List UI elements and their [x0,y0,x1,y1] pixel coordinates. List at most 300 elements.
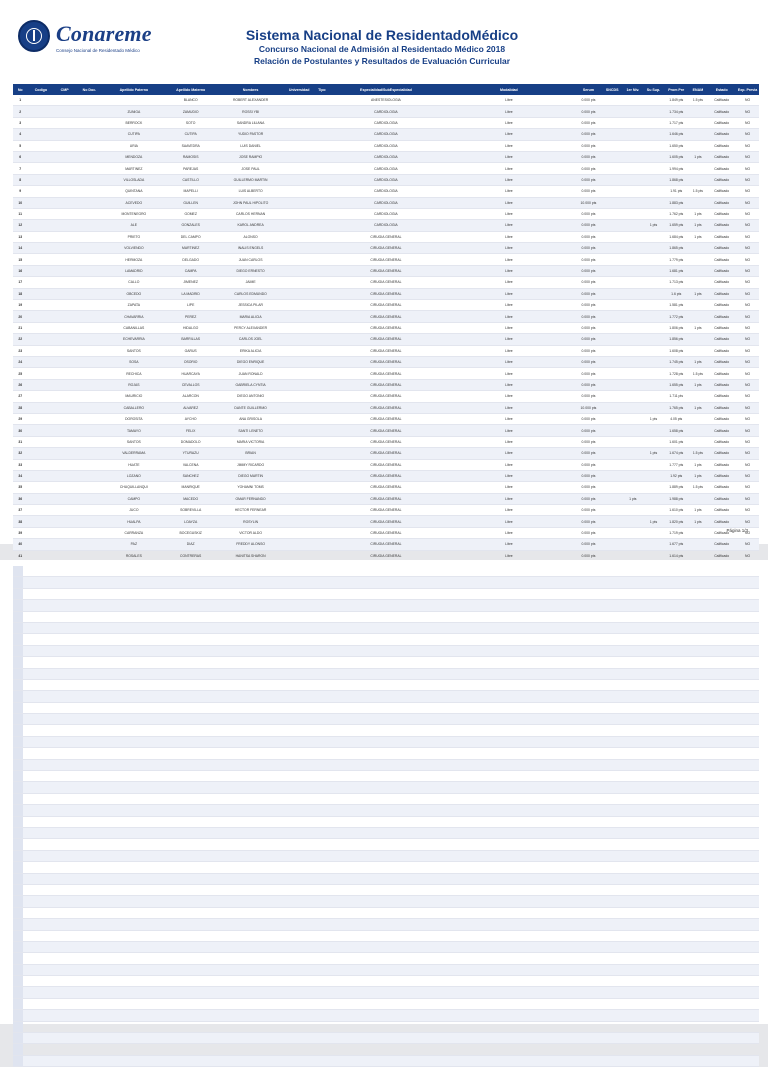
table-cell: CONTRERAS [164,550,218,561]
table-cell [315,208,329,219]
table-cell [284,197,315,208]
table-cell [623,265,644,276]
table-cell [623,482,644,493]
table-row [13,1056,759,1067]
table-cell [75,277,104,288]
table-cell [27,459,54,470]
table-cell [602,300,623,311]
table-cell [602,231,623,242]
table-cell: Calificado [707,106,736,117]
table-cell [689,539,708,550]
table-cell: Calificado [707,448,736,459]
table-cell [284,322,315,333]
table-cell: Calificado [707,197,736,208]
table-cell: DOROSITA [104,413,164,424]
table-cell [75,197,104,208]
table-cell: Calificado [707,550,736,561]
brand-name: Conareme [56,21,152,46]
table-cell: Calificado [707,151,736,162]
table-cell: Libre [443,368,575,379]
table-row [13,163,759,174]
table-cell: CIRUGIA GENERAL [329,425,443,436]
table-cell: Calificado [707,413,736,424]
table-cell: 15 [13,254,27,265]
table-cell [602,186,623,197]
table-cell: OMAR FERNANDO [218,493,284,504]
table-cell: Libre [443,516,575,527]
table-cell [602,106,623,117]
table-cell: 1.684 pts [664,231,689,242]
table-cell [284,277,315,288]
table-row [13,391,759,402]
table-cell [27,288,54,299]
table-cell: ACEVEDO [104,197,164,208]
table-cell: JOHN PAUL HIPOLITO [218,197,284,208]
table-row [13,425,759,436]
table-cell: ZAMUDIO [164,106,218,117]
table-cell: 1 pts [689,322,708,333]
table-cell: 13 [13,231,27,242]
table-cell [623,516,644,527]
table-cell: ROSALES [104,550,164,561]
table-cell [315,516,329,527]
table-row [13,953,759,964]
table-cell: 0.000 pts [575,265,602,276]
table-cell: Calificado [707,391,736,402]
table-cell: NO [736,550,759,561]
table-cell: 0.000 pts [575,95,602,106]
table-cell: CHUQUILLANQUI [104,482,164,493]
table-row [13,737,759,748]
table-cell [315,151,329,162]
table-cell: Libre [443,254,575,265]
table-cell [643,243,664,254]
table-cell: TAMAYO [104,425,164,436]
column-header: 1er Niv. [623,84,644,95]
table-cell [689,300,708,311]
table-cell: Calificado [707,300,736,311]
table-cell: 0.000 pts [575,391,602,402]
table-cell [27,186,54,197]
table-cell [27,505,54,516]
table-cell: 28 [13,402,27,413]
table-cell: ANA GRISOLA [218,413,284,424]
table-cell [689,345,708,356]
table-row [13,482,759,493]
table-cell [623,277,644,288]
table-cell: 21 [13,322,27,333]
table-cell: NO [736,356,759,367]
table-row [13,129,759,140]
table-cell [54,95,75,106]
table-cell [602,402,623,413]
table-cell: CHAVARRIA [104,311,164,322]
table-cell [689,243,708,254]
table-cell: LA MADRID [164,288,218,299]
table-cell [75,208,104,219]
table-cell [315,413,329,424]
table-cell [623,322,644,333]
table-cell [689,129,708,140]
table-cell [602,174,623,185]
table-cell: 34 [13,470,27,481]
table-cell [602,95,623,106]
table-cell [623,470,644,481]
table-cell: 10 [13,197,27,208]
table-cell: VOLVIENDO [104,243,164,254]
table-cell [104,95,164,106]
table-row [13,1010,759,1021]
row-number-cell [13,885,23,895]
table-cell: Libre [443,402,575,413]
table-cell: ECHEVARRIA [104,334,164,345]
table-cell [689,277,708,288]
table-cell: Calificado [707,117,736,128]
table-row [13,413,759,424]
table-cell [284,539,315,550]
row-number-cell [13,1056,23,1066]
table-row [13,231,759,242]
table-cell: 0.000 pts [575,459,602,470]
row-number-cell [13,794,23,804]
table-cell: 0.000 pts [575,163,602,174]
table-cell: 18 [13,288,27,299]
row-number-cell [13,680,23,690]
table-cell: 1 pts [643,220,664,231]
table-cell [643,140,664,151]
row-number-cell [13,714,23,724]
table-cell [284,300,315,311]
table-cell: 0.000 pts [575,300,602,311]
table-cell: Libre [443,265,575,276]
table-cell [75,493,104,504]
table-cell: MARTINEZ [164,243,218,254]
table-cell [315,95,329,106]
table-row [13,623,759,634]
table-row [13,874,759,885]
table-row [13,566,759,577]
row-number-cell [13,748,23,758]
table-cell: 1.868 pts [664,174,689,185]
table-cell: 1.658 pts [664,425,689,436]
table-cell [54,265,75,276]
table-cell [75,311,104,322]
table-cell: Libre [443,117,575,128]
table-cell: Libre [443,527,575,538]
table-cell: 0.000 pts [575,174,602,185]
table-cell [315,163,329,174]
table-cell [27,95,54,106]
table-cell [689,436,708,447]
table-cell [54,186,75,197]
table-cell: 1.655 pts [664,379,689,390]
table-cell [602,322,623,333]
table-cell [75,379,104,390]
table-cell: Libre [443,550,575,561]
table-cell: Calificado [707,334,736,345]
table-cell: JAIME [218,277,284,288]
table-row [13,197,759,208]
table-cell: Calificado [707,174,736,185]
table-cell [27,174,54,185]
table-cell: 0.000 pts [575,334,602,345]
table-cell [315,368,329,379]
table-cell [689,311,708,322]
row-number-cell [13,828,23,838]
table-cell [284,368,315,379]
table-cell [602,482,623,493]
table-row [13,771,759,782]
table-row [13,516,759,527]
table-cell: 11 [13,208,27,219]
table-cell [643,254,664,265]
table-cell: 0.000 pts [575,140,602,151]
table-row [13,999,759,1010]
table-cell: FREDDY ALONSO [218,539,284,550]
table-cell [27,493,54,504]
row-number-cell [13,771,23,781]
table-cell [27,356,54,367]
table-cell: 26 [13,379,27,390]
table-cell: LUIS ALBERTO [218,186,284,197]
table-cell [27,265,54,276]
table-cell [75,117,104,128]
table-cell: 0.000 pts [575,493,602,504]
table-row [13,345,759,356]
table-cell [75,106,104,117]
table-cell [315,345,329,356]
table-cell: 22 [13,334,27,345]
table-cell: Libre [443,140,575,151]
table-cell: CUTIPA [164,129,218,140]
table-cell: 1.734 pts [664,106,689,117]
table-cell [315,379,329,390]
table-cell: 1.5 pts [689,186,708,197]
table-cell [284,505,315,516]
table-cell: Calificado [707,516,736,527]
table-cell [643,539,664,550]
table-cell: QUINTANA [104,186,164,197]
table-cell: CARDIOLOGIA [329,140,443,151]
table-cell: INALIS ENGELS [218,243,284,254]
table-cell: 1 pts [689,231,708,242]
table-cell: 10.000 pts [575,197,602,208]
table-cell: 1 pts [689,505,708,516]
table-cell: SANCHEZ [164,470,218,481]
table-cell [27,470,54,481]
table-cell: 1.5 pts [689,482,708,493]
table-row [13,976,759,987]
table-cell: NO [736,413,759,424]
table-cell: 24 [13,356,27,367]
table-cell: 12 [13,220,27,231]
table-cell: 1.677 pts [664,539,689,550]
table-cell [27,163,54,174]
table-continuation [13,566,759,1067]
table-cell [27,413,54,424]
table-cell [54,436,75,447]
table-cell: 1 pts [623,493,644,504]
table-cell: Libre [443,470,575,481]
table-cell [75,539,104,550]
table-row [13,106,759,117]
table-cell: JIMENEZ [164,277,218,288]
table-cell [623,288,644,299]
results-table [13,84,759,562]
table-cell: HUATE [104,459,164,470]
table-cell: ZAPATA [104,300,164,311]
table-cell [284,174,315,185]
table-row [13,368,759,379]
table-cell [643,311,664,322]
table-cell: Calificado [707,505,736,516]
table-cell: Libre [443,231,575,242]
table-cell [284,117,315,128]
table-cell [54,106,75,117]
table-cell: OSORIO [164,356,218,367]
table-cell: JESSICA PILAR [218,300,284,311]
table-cell: ROSYLIN [218,516,284,527]
table-cell: 1.659 pts [664,220,689,231]
table-cell [602,197,623,208]
table-cell: 10.000 pts [575,402,602,413]
table-cell: Calificado [707,95,736,106]
table-cell: 40 [13,539,27,550]
table-cell [54,300,75,311]
table-cell [75,174,104,185]
table-cell: MARIA VICTORIA [218,436,284,447]
table-cell: 1.883 pts [664,197,689,208]
table-cell [27,527,54,538]
table-cell [643,470,664,481]
table-cell: 17 [13,277,27,288]
table-row [13,657,759,668]
table-cell: DOMADOLO [164,436,218,447]
table-row [13,288,759,299]
table-cell: 1 pts [689,208,708,219]
table-cell: DELGADO [164,254,218,265]
table-row [13,220,759,231]
table-cell [623,106,644,117]
table-cell: Calificado [707,277,736,288]
row-number-cell [13,965,23,975]
table-cell: LAMADRID [104,265,164,276]
table-cell: 1.674 pts [664,448,689,459]
table-cell: 32 [13,448,27,459]
table-cell: MAPELLI [164,186,218,197]
table-cell: Libre [443,493,575,504]
table-cell [284,334,315,345]
table-cell: 1.614 pts [664,550,689,561]
table-cell: 0.000 pts [575,117,602,128]
table-cell [689,163,708,174]
table-cell: 37 [13,505,27,516]
table-cell: 27 [13,391,27,402]
table-cell [643,151,664,162]
table-cell [602,163,623,174]
table-cell [27,140,54,151]
table-cell: 1.601 pts [664,436,689,447]
table-row [13,589,759,600]
table-cell: FELIX [164,425,218,436]
table-cell [54,448,75,459]
table-cell: 1.889 pts [664,482,689,493]
table-cell [284,220,315,231]
table-cell: NO [736,311,759,322]
table-row [13,725,759,736]
table-cell: VALCENA [164,459,218,470]
table-cell: MACEDO [164,493,218,504]
table-cell [54,345,75,356]
table-cell [689,413,708,424]
table-cell: HUARCAYA [164,368,218,379]
table-row [13,577,759,588]
table-cell: HANITSA SHARON [218,550,284,561]
row-number-cell [13,725,23,735]
table-row [13,965,759,976]
table-cell [315,197,329,208]
table-cell [602,470,623,481]
table-cell: 0.000 pts [575,151,602,162]
table-cell: 0.000 pts [575,208,602,219]
table-cell [54,368,75,379]
table-cell: 0.000 pts [575,448,602,459]
table-cell: CIRUGIA GENERAL [329,334,443,345]
table-cell: RAMOSIS [164,151,218,162]
table-cell: 9 [13,186,27,197]
row-number-cell [13,589,23,599]
table-cell: 0.000 pts [575,527,602,538]
table-cell: DIEGO MARTIN [218,470,284,481]
table-cell [623,163,644,174]
table-cell [284,231,315,242]
table-cell: CIRUGIA GENERAL [329,413,443,424]
page-subtitle: Concurso Nacional de Admisión al Residentado Médico 2018 [258,44,506,54]
table-cell [75,516,104,527]
table-cell: NO [736,482,759,493]
table-cell [689,391,708,402]
table-cell [623,345,644,356]
table-cell: CARDIOLOGIA [329,174,443,185]
table-cell: Calificado [707,220,736,231]
table-cell [623,459,644,470]
table-cell: CARDIOLOGIA [329,163,443,174]
table-cell: NO [736,493,759,504]
table-cell [54,413,75,424]
table-cell [623,220,644,231]
table-cell [623,368,644,379]
table-cell [315,129,329,140]
table-cell: DANTE GUILLERMO [218,402,284,413]
table-cell: 1 pts [689,220,708,231]
table-cell [643,174,664,185]
table-cell: HUALPA [104,516,164,527]
table-cell [284,448,315,459]
table-cell [284,95,315,106]
table-cell: 1.728 pts [664,368,689,379]
column-header: Prom Pre [664,84,689,95]
table-cell: Libre [443,129,575,140]
table-cell [315,277,329,288]
table-cell [27,151,54,162]
table-cell [54,311,75,322]
table-cell: AYCHO [164,413,218,424]
table-cell: DIEGO ENRIQUE [218,356,284,367]
table-cell: NO [736,208,759,219]
table-row [13,254,759,265]
table-cell: 29 [13,413,27,424]
table-cell: NO [736,220,759,231]
